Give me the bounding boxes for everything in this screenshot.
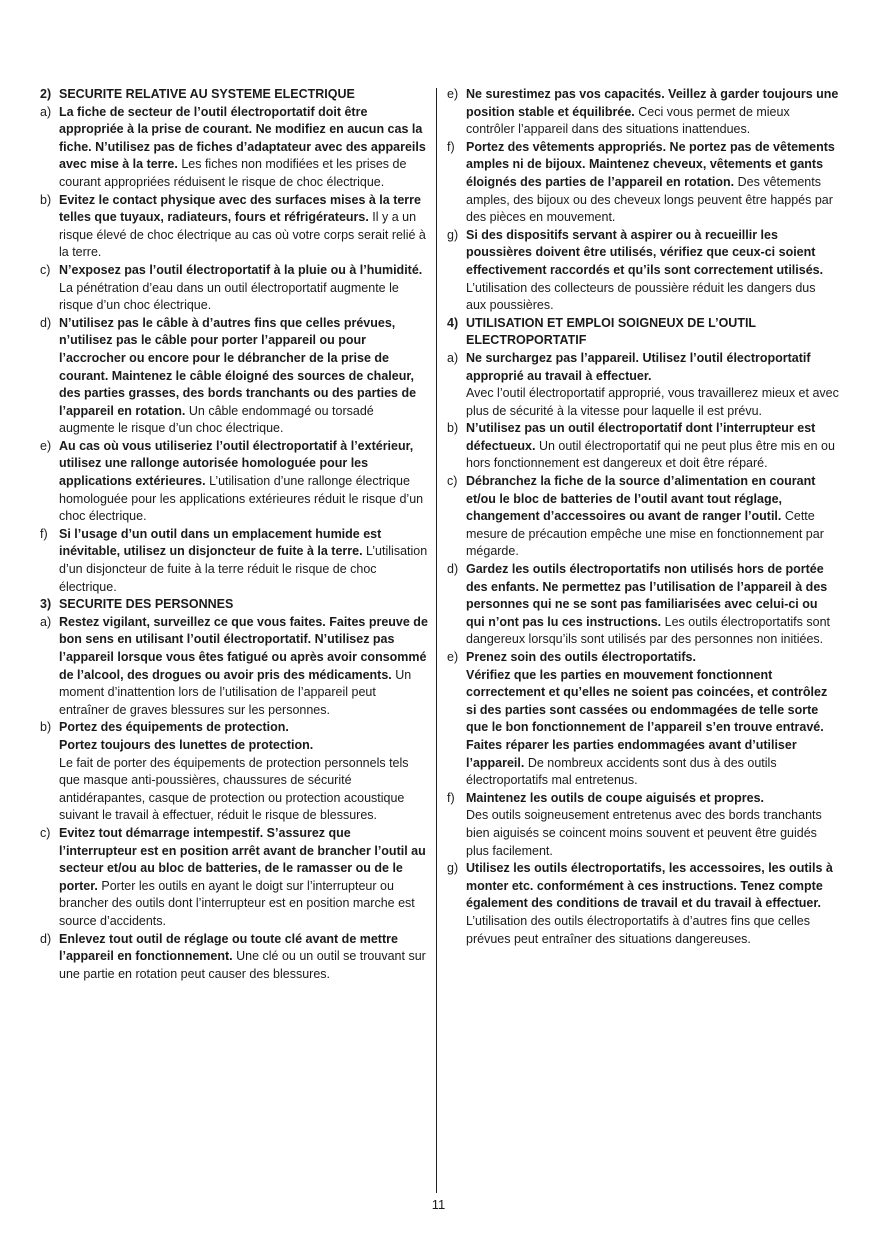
right-column	[447, 86, 839, 948]
list-item: d) N’utilisez pas le câble à d’autres fins que celles prévues, n’utilisez pas le câble pour porter l’appareil ou pour l’accrocher ou encore pour le débrancher de la prise de courant. Maintenez le câble éloigné des sources de chaleur, des parties grasses, des bords tranchants ou des parties de l’appareil en rotation. Un câble endommagé ou torsadé augmente le risque d’un choc électrique.	[40, 315, 417, 436]
section-heading-3: 3) SECURITE DES PERSONNES	[40, 596, 428, 614]
section-title: SECURITE DES PERSONNES	[59, 597, 234, 612]
list-item: c) Evitez tout démarrage intempestif. S’assurez que l’interrupteur est en position arrêt avant de brancher l’outil au secteur et/ou au bloc de batteries, de le ramasser ou de le porter. Porter les outils en ayant le doigt sur l’interrupteur ou brancher des outils dont l’interrupteur est en position marche est source d’accidents.	[40, 825, 426, 928]
section-title: UTILISATION ET EMPLOI SOIGNEUX DE L’OUTIL ELECTROPORTATIF	[466, 315, 756, 348]
list-item: e) Prenez soin des outils électroportatifs. Vérifiez que les parties en mouvement fonctionnent correctement et qu’elles ne soient pas coincées, et contrôlez si des parties sont cassées ou endommagées de telle sorte que le bon fonctionnement de l’appareil s’en trouve entravé. Faites réparer les parties endommagées avant d’utiliser l’appareil. De nombreux accidents sont dus à des outils électroportatifs mal entretenus.	[447, 650, 828, 788]
list-item: b) Evitez le contact physique avec des surfaces mises à la terre telles que tuyaux, radiateurs, fours et réfrigérateurs. Il y a un risque élevé de choc électrique au cas où votre corps serait relié à la terre.	[40, 192, 426, 260]
list-item: e) Ne surestimez pas vos capacités. Veillez à garder toujours une position stable et équilibrée. Ceci vous permet de mieux contrôler l’appareil dans des situations inattendues.	[447, 87, 839, 137]
list-item: g) Utilisez les outils électroportatifs, les accessoires, les outils à monter etc. conformément à ces instructions. Tenez compte également des conditions de travail et du travail à effectuer. L’utilisation des outils électroportatifs à d’autres fins que celles prévues peut entraîner des situations dangereuses.	[447, 861, 833, 946]
section-title: SECURITE RELATIVE AU SYSTEME ELECTRIQUE	[59, 87, 355, 101]
page-number: 11	[431, 1197, 446, 1212]
list-item: c) N’exposez pas l’outil électroportatif à la pluie ou à l’humidité. La pénétration d’eau dans un outil électroportatif augmente le risque d’un choc électrique.	[40, 262, 423, 313]
section-heading-4: 4) UTILISATION ET EMPLOI SOIGNEUX DE L’OUTIL ELECTROPORTATIF	[447, 315, 839, 350]
list-item: a) La fiche de secteur de l’outil électroportatif doit être appropriée à la prise de courant. Ne modifiez en aucun cas la fiche. N’utilisez pas de fiches d’adaptateur avec des appareils avec mise à la terre. Les fiches non modifiées et les prises de courant appropriées réduisent le risque de choc électrique.	[40, 104, 426, 189]
list-item: f) Si l’usage d’un outil dans un emplacement humide est inévitable, utilisez un disjoncteur de fuite à la terre. L’utilisation d’un disjoncteur de fuite à la terre réduit le risque de choc électrique.	[40, 526, 428, 594]
column-divider	[436, 88, 437, 1193]
list-item: a) Ne surchargez pas l’appareil. Utilisez l’outil électroportatif approprié au travail à effectuer. Avec l’outil électroportatif approprié, vous travaillerez mieux et avec plus de sécurité à la vitesse pour laquelle il est prévu.	[447, 350, 839, 418]
list-item: b) Portez des équipements de protection. Portez toujours des lunettes de protection. Le fait de porter des équipements de protection personnels tels que masque anti-poussières, chaussures de sécurité antidérapantes, casque de protection ou protection acoustique suivant le travail à effectuer, réduit le risque de blessures.	[40, 720, 409, 823]
list-item: a) Restez vigilant, surveillez ce que vous faites. Faites preuve de bon sens en utilisant l’outil électroportatif. N’utilisez pas l’appareil lorsque vous êtes fatigué ou après avoir consommé de l’alcool, des drogues ou avoir pris des médicaments. Un moment d’inattention lors de l’utilisation de l’appareil peut entraîner de graves blessures sur les personnes.	[40, 614, 428, 717]
list-item: e) Au cas où vous utiliseriez l’outil électroportatif à l’extérieur, utilisez une rallonge autorisée homologuée pour les applications extérieures. L’utilisation d’une rallonge électrique homologuée pour les applications extérieures réduit le risque d’un choc électrique.	[40, 438, 424, 524]
list-item: b) N’utilisez pas un outil électroportatif dont l’interrupteur est défectueux. Un outil électroportatif qui ne peut plus être mis en ou hors fonctionnement est dangereux et doit être réparé.	[447, 421, 835, 471]
list-item: g) Si des dispositifs servant à aspirer ou à recueillir les poussières doivent être utilisés, vérifiez que ceux-ci soient effectivement raccordés et qu’ils sont correctement utilisés. L’utilisation des collecteurs de poussière réduit les dangers dus aux poussières.	[447, 227, 824, 313]
list-item: d) Gardez les outils électroportatifs non utilisés hors de portée des enfants. Ne permettez pas l’utilisation de l’appareil à des personnes qui ne se sont pas familiarisées avec celui-ci ou qui n’ont pas lu ces instructions. Les outils électroportatifs sont dangereux lorsqu’ils sont utilisés par des personnes non initiées.	[447, 562, 831, 647]
list-item: d) Enlevez tout outil de réglage ou toute clé avant de mettre l’appareil en fonctionnement. Une clé ou un outil se trouvant sur une partie en rotation peut causer des blessures.	[40, 931, 426, 981]
list-item: f) Maintenez les outils de coupe aiguisés et propres. Des outils soigneusement entretenus avec des bords tranchants bien aiguisés se coincent moins souvent et peuvent être guidés plus facilement.	[447, 790, 822, 858]
section-heading-2: 2) SECURITE RELATIVE AU SYSTEME ELECTRIQUE	[40, 86, 428, 104]
left-column	[40, 86, 428, 983]
list-item: f) Portez des vêtements appropriés. Ne portez pas de vêtements amples ni de bijoux. Maintenez cheveux, vêtements et gants éloignés des parties de l’appareil en rotation. Des vêtements amples, des bijoux ou des cheveux longs peuvent être happés par des pièces en mouvement.	[447, 139, 835, 225]
list-item: c) Débranchez la fiche de la source d’alimentation en courant et/ou le bloc de batteries de l’outil avant tout réglage, changement d’accessoires ou avant de ranger l’outil. Cette mesure de précaution empêche une mise en fonctionnement par mégarde.	[447, 474, 824, 559]
